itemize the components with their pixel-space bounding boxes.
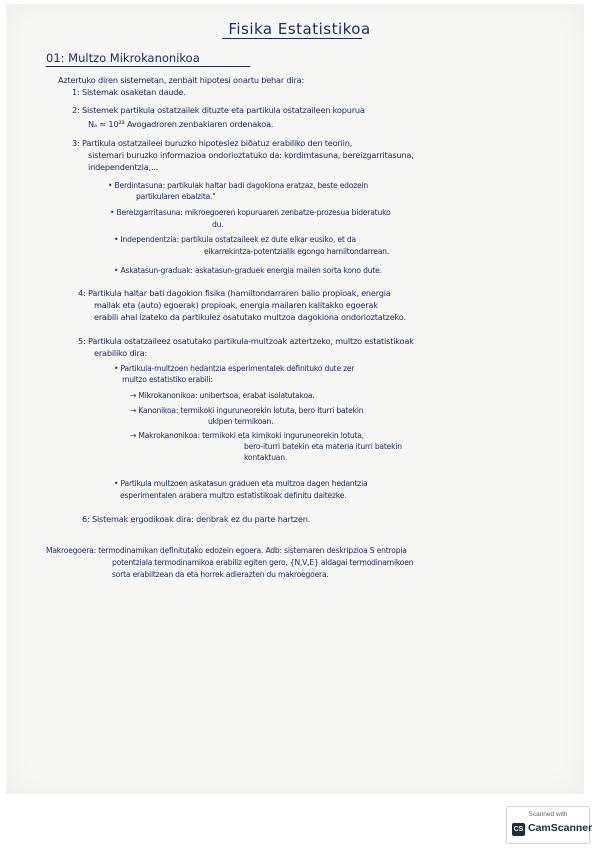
sub-bullet-2-line-2: esperimentalen arabera multzo estatistikoak definitu daitezke. — [120, 491, 347, 500]
item-5-line-1: 5: Partikula ostatzaileez osatutako partikula-multzoak aztertzeko, multzo estatistikoak — [78, 336, 414, 346]
bullet-1-line-2: partikularen ebalzita." — [136, 192, 216, 201]
heading-underline — [46, 66, 250, 67]
item-2-line-1: 2: Sistemek partikula ostatzailek dituzte eta partikula ostatzaileen kopurua — [72, 105, 365, 115]
arrow-item-canonical-line-2: ukipen termikoan. — [208, 417, 274, 426]
macrostate-line-3: sorta erabiltzean da eta horrek adierazten du makroegoera. — [112, 570, 329, 579]
camscanner-logo-icon: CS — [512, 823, 525, 836]
bullet-4: • Askatasun-graduak: askatasun-graduek energia mailen sorta kono dute. — [114, 266, 382, 275]
macrostate-line-2: potentziala termodinamikoa erabiliz egiten gero, {N,V,E} aldagai termodinamikoen — [112, 558, 414, 567]
intro-line: Aztertuko diren sistemetan, zenbait hipotesi onartu behar dira: — [58, 75, 305, 85]
scanned-with-label: Scanned with — [528, 811, 568, 818]
arrow-item-macrocanonical-line-1: → Makrokanonikoa: termikoki eta kimikoki inguruneorekin lotuta, — [130, 431, 364, 440]
bullet-3-line-1: • Independentzia: partikula ostatzaileek ez dute elkar eusiko, et da — [114, 235, 356, 244]
bullet-2-line-2: du. — [212, 220, 224, 229]
arrow-item-macrocanonical-line-2: bero-iturri batekin eta materia iturri batekin — [244, 442, 402, 451]
item-1: 1: Sistemak osaketan daude. — [72, 87, 186, 97]
macrostate-line-1: Makroegoera: termodinamikan definitutako edozein egoera. Adb: sistemaren deskripzioa S entropia — [46, 546, 407, 555]
item-3-line-3: independentzia,... — [88, 162, 159, 172]
page-title: Fisika Estatistikoa — [228, 20, 371, 38]
item-5-line-2: erabiliko dira: — [94, 348, 148, 358]
sub-bullet-2-line-1: • Partikula multzoen askatasun graduen eta multzoa dagen hedantzia — [114, 479, 368, 488]
item-4-line-3: erabili ahal izateko da partikulez osatutako multzoa dagokiona ondorioztatzeko. — [94, 312, 406, 322]
item-4-line-2: mailak eta (auto) egoerak) propioak, energia mailaren kalitakko egoerak — [94, 300, 378, 310]
bullet-1-line-1: • Berdintasuna: partikulak haltar badi dagokiona eratzaz, beste edozein — [108, 181, 369, 190]
sub-bullet-1-line-2: multzo estatistiko erabili: — [122, 375, 213, 384]
sub-bullet-1-line-1: • Partikula-multzoen hedantzia esperimentalek definituko dute zer — [114, 364, 355, 373]
item-6: 6: Sistemak ergodikoak dira: denbrak ez du parte hartzen. — [82, 514, 311, 524]
item-4-line-1: 4: Partikula haltar bati dagokion fisika (hamiltondarraren balio propioak, energia — [78, 288, 391, 298]
camscanner-watermark — [506, 806, 593, 844]
arrow-item-microcanonical: → Mikrokanonikoa: unibertsoa, erabat isolatutakoa. — [130, 391, 315, 400]
section-heading: 01: Multzo Mikrokanonikoa — [46, 51, 200, 65]
bullet-3-line-2: elkarrekintza-potentzialik egongo hamiltondarrean. — [204, 247, 389, 256]
item-2-line-2: Nₐ ≈ 10²³ Avogadroren zenbakiaren ordenakoa. — [88, 119, 274, 129]
item-3-line-1: 3: Partikula ostatzaileei buruzko hipotesiez biðatuz erabiliko den teoriin, — [72, 138, 353, 148]
arrow-item-macrocanonical-line-3: kontaktuan. — [244, 453, 288, 462]
title-underline — [222, 38, 362, 39]
arrow-item-canonical-line-1: → Kanonikoa: termikoki inguruneorekin lotuta, bero iturri batekin — [130, 406, 364, 415]
camscanner-name: CamScanner — [528, 822, 593, 834]
item-3-line-2: sistemari buruzko informazioa ondorioztatuko da: kordimtasuna, bereizgarritasuna, — [88, 150, 414, 160]
bullet-2-line-1: • Bereizgarritasuna: mikroegoeren kopuruaren zenbatze-prozesua bideratuko — [110, 208, 391, 217]
